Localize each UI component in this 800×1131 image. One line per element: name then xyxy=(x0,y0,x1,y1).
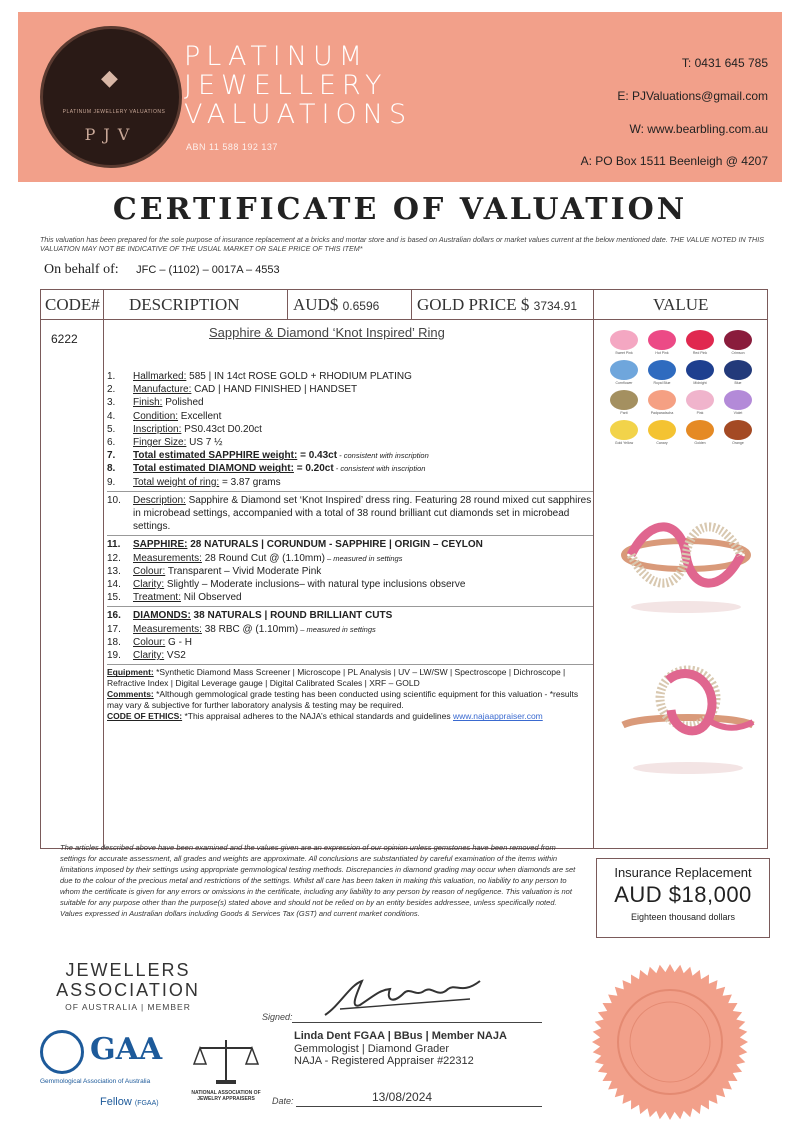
detail-label: SAPPHIRE: xyxy=(133,539,188,551)
detail-number: 11. xyxy=(107,539,121,551)
naja-name: NATIONAL ASSOCIATION OF JEWELRY APPRAISERS xyxy=(191,1090,261,1102)
insurance-amount: AUD $18,000 xyxy=(614,882,752,907)
gem-swatch xyxy=(610,360,638,380)
detail-item xyxy=(107,410,593,423)
grader-registration: NAJA - Registered Appraiser #22312 xyxy=(294,1055,474,1067)
sapphire-group xyxy=(107,535,593,604)
detail-label: Total estimated DIAMOND weight: xyxy=(133,463,294,475)
detail-label: Colour: xyxy=(133,565,166,577)
detail-value: = 0.20ct xyxy=(293,463,334,475)
detail-item xyxy=(107,436,593,449)
detail-value: VS2 xyxy=(164,650,186,662)
detail-value: CAD | HAND FINISHED | HANDSET xyxy=(191,384,358,396)
gem-swatch xyxy=(724,390,752,410)
behalf-of xyxy=(44,262,280,278)
gem-swatch xyxy=(686,360,714,380)
detail-label: Finger Size: xyxy=(133,437,187,449)
detail-value: Sapphire & Diamond set ‘Knot Inspired’ dress ring. Featuring 28 round mixed cut sapphires in microbead settings, accompanied with a total of 38 round brilliant cut diamonds set in microbead settings. xyxy=(133,494,592,533)
detail-item xyxy=(107,591,593,604)
brand-line: VALUATIONS xyxy=(184,99,413,130)
comments-text: *Although gemmological grade testing has been conducted using scientific equipment for this valuation - *results may vary & subjective for further laboratory analysis & testing may be required. xyxy=(107,689,579,711)
jaa-line1: JEWELLERS xyxy=(65,960,191,980)
equipment-label: Equipment: xyxy=(107,667,154,678)
ring-photo-top xyxy=(611,495,761,615)
insurance-amount-words: Eighteen thousand dollars xyxy=(630,912,736,922)
brand-name xyxy=(184,42,412,129)
column-divider xyxy=(103,290,104,848)
grader-name: Linda Dent FGAA | BBus | Member NAJA xyxy=(294,1030,507,1042)
detail-number: 16. xyxy=(107,610,121,622)
gem-swatch-label: Midnight xyxy=(693,381,707,385)
detail-item xyxy=(107,636,593,649)
detail-label: Finish: xyxy=(133,397,163,409)
gaa-name: Gemmological Association of Australia xyxy=(40,1078,151,1085)
header-aud-label: AUD$ xyxy=(293,295,339,314)
embossed-seal-icon xyxy=(590,962,750,1122)
detail-label: Description: xyxy=(133,494,186,506)
detail-label: Total estimated SAPPHIRE weight: xyxy=(133,450,298,462)
detail-note: - consistent with inscription xyxy=(333,464,426,474)
gem-swatch-label: Orange xyxy=(732,441,744,445)
detail-item xyxy=(107,649,593,662)
detail-number: 5. xyxy=(107,423,116,435)
detail-label: Measurements: xyxy=(133,623,202,635)
detail-value: Nil Observed xyxy=(180,592,242,604)
signature-line xyxy=(292,1022,542,1023)
ethics-label: CODE OF ETHICS: xyxy=(107,711,183,722)
gem-swatch xyxy=(610,330,638,350)
logo-initials: PJV xyxy=(84,125,138,144)
header-aud xyxy=(293,295,379,315)
gem-swatch xyxy=(686,330,714,350)
terms-fineprint: The articles described above have been examined and the values given are an expression of our opinion unless gemstones have been removed from settings for accurate assessment, all grades and weights are approximate. All conclusions are substantiated by careful examination of the items within limitations imposed by their settings using appropriate gemmological testing methods. Discrepancies in diamond grading may occur when diamonds are set due to the colour of the precious metal and restrictions of the settings. Whilst all care has been taken in making this valuation, no liability to any person to whom the certificate is given for any errors or omissions in the certificate, including any liability to any person by reason of negligence. This valuation is not suitable for any purpose other than the purpose(s) stated above and should not be relied on by an entity besides addressee, unless specifically noted. Values expressed in Australian dollars including Goods & Services Tax (GST) and current market conditions. xyxy=(60,843,576,918)
detail-number: 2. xyxy=(107,384,116,396)
detail-number: 19. xyxy=(107,650,121,662)
naja-link[interactable]: www.najaappraiser.com xyxy=(453,711,543,722)
jaa-member-logo xyxy=(48,960,208,1012)
detail-number: 10. xyxy=(107,494,121,506)
jaa-line2: ASSOCIATION xyxy=(56,980,200,1000)
detail-number: 18. xyxy=(107,636,121,648)
detail-label: Inscription: xyxy=(133,423,182,435)
detail-item xyxy=(107,449,593,462)
gem-swatch-label: Blue xyxy=(734,381,742,385)
valuation-disclaimer: This valuation has been prepared for the sole purpose of insurance replacement at a bricks and mortar store and is based on Australian dollars or market values current at the below mentioned date. THE VALUE NOTED IN THIS VALUATION MAY NOT BE INDICATIVE OF THE USUAL MARKET OR SALE PRICE OF THIS ITEM* xyxy=(40,235,765,253)
ring-photo-side xyxy=(613,650,763,780)
gem-swatch-label: Hot Pink xyxy=(655,351,669,355)
ring-title: Sapphire & Diamond ‘Knot Inspired’ Ring xyxy=(209,325,445,340)
jaa-subtitle: OF AUSTRALIA | MEMBER xyxy=(65,1002,191,1012)
header-gold-price xyxy=(417,295,577,315)
detail-number: 7. xyxy=(107,450,116,462)
detail-number: 13. xyxy=(107,565,121,577)
header-code: CODE# xyxy=(45,295,100,314)
gaa-emblem-icon xyxy=(40,1030,84,1074)
detail-value: 585 | IN 14ct ROSE GOLD + RHODIUM PLATING xyxy=(186,371,412,382)
naja-logo xyxy=(186,1036,266,1102)
item-details xyxy=(107,370,593,722)
detail-label: Hallmarked: xyxy=(133,371,187,382)
contact-web: W: www.bearbling.com.au xyxy=(629,122,768,136)
equipment-text: *Synthetic Diamond Mass Screener | Microscope | PL Analysis | UV – LW/SW | Spectroscope | Dichroscope | Refractive Index | Digital Leverage gauge | Digital Calibrated Scales | XRF – GOLD xyxy=(107,667,566,689)
abn-number: ABN 11 588 192 137 xyxy=(186,142,278,152)
detail-label: Manufacture: xyxy=(133,384,192,396)
detail-value: Transparent – Vivid Moderate Pink xyxy=(165,565,322,577)
gem-swatch xyxy=(686,390,714,410)
header-banner xyxy=(18,12,782,182)
detail-label: Measurements: xyxy=(133,552,202,564)
gem-swatch-label: Golden xyxy=(694,441,706,445)
fellow-label: Fellow xyxy=(100,1096,132,1108)
header-description: DESCRIPTION xyxy=(129,295,240,314)
aud-rate: 0.6596 xyxy=(342,299,380,313)
detail-label: Clarity: xyxy=(133,650,165,662)
gold-price: 3734.91 xyxy=(533,299,578,313)
gem-swatch xyxy=(686,420,714,440)
detail-value: 28 Round Cut @ (1.10mm) xyxy=(201,552,325,564)
detail-item xyxy=(107,565,593,578)
gem-swatch xyxy=(648,420,676,440)
detail-value: 38 RBC @ (1.10mm) xyxy=(201,623,299,635)
gem-swatch-label: Pink xyxy=(696,411,704,415)
diamond-group xyxy=(107,606,593,662)
behalf-label: On behalf of: xyxy=(44,262,119,277)
detail-label: Colour: xyxy=(133,636,166,648)
detail-note: – measured in settings xyxy=(298,624,376,634)
equipment-notes xyxy=(107,664,593,722)
date-line xyxy=(296,1106,542,1107)
gem-swatch xyxy=(648,360,676,380)
detail-label: Total weight of ring: xyxy=(133,476,220,488)
detail-item xyxy=(107,462,593,475)
fellow-suffix: (FGAA) xyxy=(134,1100,159,1107)
insurance-replacement-box xyxy=(596,858,770,938)
detail-number: 12. xyxy=(107,552,121,564)
detail-number: 14. xyxy=(107,579,121,591)
valuation-date: 13/08/2024 xyxy=(372,1090,433,1104)
valuation-table xyxy=(40,289,768,849)
contact-address: A: PO Box 1511 Beenleigh @ 4207 xyxy=(580,154,768,168)
gem-swatch-label: Canary xyxy=(656,441,668,445)
certificate-title: CERTIFICATE OF VALUATION xyxy=(112,192,688,227)
detail-item xyxy=(107,396,593,409)
detail-value: PS0.43ct D0.20ct xyxy=(181,423,262,435)
detail-label: DIAMONDS: xyxy=(133,610,191,622)
gem-swatch xyxy=(724,360,752,380)
gem-swatch-label: Crimson xyxy=(731,351,745,355)
detail-number: 6. xyxy=(107,437,116,449)
item-code: 6222 xyxy=(51,332,78,346)
diamond-icon: ◆ xyxy=(101,65,118,90)
detail-item xyxy=(107,609,593,622)
fellow-badge xyxy=(100,1096,159,1108)
gem-swatch-label: Cornflower xyxy=(615,381,633,385)
detail-item xyxy=(107,552,593,565)
header-value: VALUE xyxy=(653,295,709,314)
pjv-logo xyxy=(40,26,182,168)
detail-note: - consistent with inscription xyxy=(337,451,429,461)
detail-item xyxy=(107,370,593,383)
gem-swatch xyxy=(724,420,752,440)
gem-swatch-label: Red Pink xyxy=(692,351,708,355)
detail-number: 15. xyxy=(107,592,121,604)
gem-swatch xyxy=(610,390,638,410)
detail-number: 9. xyxy=(107,476,116,488)
gem-swatch xyxy=(724,330,752,350)
detail-number: 4. xyxy=(107,410,116,422)
ethics-text: *This appraisal adheres to the NAJA’s ethical standards and guidelines xyxy=(182,711,453,722)
gem-swatch xyxy=(648,330,676,350)
detail-label: Treatment: xyxy=(133,592,181,604)
comments-label: Comments: xyxy=(107,689,154,700)
header-gold-label: GOLD PRICE $ xyxy=(417,295,530,314)
detail-note: – measured in settings xyxy=(324,553,403,563)
column-divider xyxy=(593,290,594,848)
gem-swatch xyxy=(610,420,638,440)
detail-value: = 3.87 grams xyxy=(219,476,281,488)
grader-details xyxy=(294,1030,507,1068)
detail-item xyxy=(107,578,593,591)
brand-line: JEWELLERY xyxy=(184,70,388,101)
gem-swatch-label: Royal Blue xyxy=(653,381,671,385)
signature-image xyxy=(320,975,490,1021)
detail-value: = 0.43ct xyxy=(297,450,338,462)
gem-swatch-label: Sweet Pink xyxy=(615,351,633,355)
detail-value: US 7 ½ xyxy=(186,437,223,449)
detail-item xyxy=(107,383,593,396)
brand-line: PLATINUM xyxy=(184,41,369,72)
detail-label: Condition: xyxy=(133,410,179,422)
behalf-reference: JFC – (1102) – 0017A – 4553 xyxy=(136,264,280,276)
contact-phone: T: 0431 645 785 xyxy=(681,56,768,70)
details-group xyxy=(107,370,593,489)
detail-number: 17. xyxy=(107,623,121,635)
gem-swatch-label: Padparadscha xyxy=(650,411,674,415)
gem-swatch-label: Parti xyxy=(620,411,628,415)
contact-email: E: PJValuations@gmail.com xyxy=(617,89,768,103)
gem-swatch-label: Gold Yellow xyxy=(614,441,634,445)
detail-number: 1. xyxy=(107,371,116,382)
column-divider xyxy=(287,290,288,320)
detail-number: 8. xyxy=(107,463,116,475)
detail-item xyxy=(107,423,593,436)
detail-value: Slightly – Moderate inclusions– with natural type inclusions observe xyxy=(164,579,466,591)
detail-value: Excellent xyxy=(178,410,222,422)
detail-value: Polished xyxy=(162,397,204,409)
detail-item xyxy=(107,491,593,534)
detail-label: Clarity: xyxy=(133,579,165,591)
gem-swatch-label: Violet xyxy=(733,411,743,415)
detail-value: 28 NATURALS | CORUNDUM - SAPPHIRE | ORIGIN – CEYLON xyxy=(187,539,483,551)
detail-item xyxy=(107,623,593,636)
scales-icon xyxy=(186,1036,266,1088)
detail-item xyxy=(107,476,593,489)
date-label: Date: xyxy=(272,1096,294,1106)
detail-number: 3. xyxy=(107,397,116,409)
gem-swatch xyxy=(648,390,676,410)
insurance-label: Insurance Replacement xyxy=(614,865,752,880)
grader-role: Gemmologist | Diamond Grader xyxy=(294,1042,450,1055)
logo-caption: PLATINUM JEWELLERY VALUATIONS xyxy=(62,109,166,115)
detail-value: G - H xyxy=(165,636,192,648)
detail-item xyxy=(107,538,593,551)
signed-label: Signed: xyxy=(262,1012,293,1022)
detail-value: 38 NATURALS | ROUND BRILLIANT CUTS xyxy=(190,610,393,622)
column-divider xyxy=(411,290,412,320)
gaa-acronym: GAA xyxy=(90,1032,163,1067)
